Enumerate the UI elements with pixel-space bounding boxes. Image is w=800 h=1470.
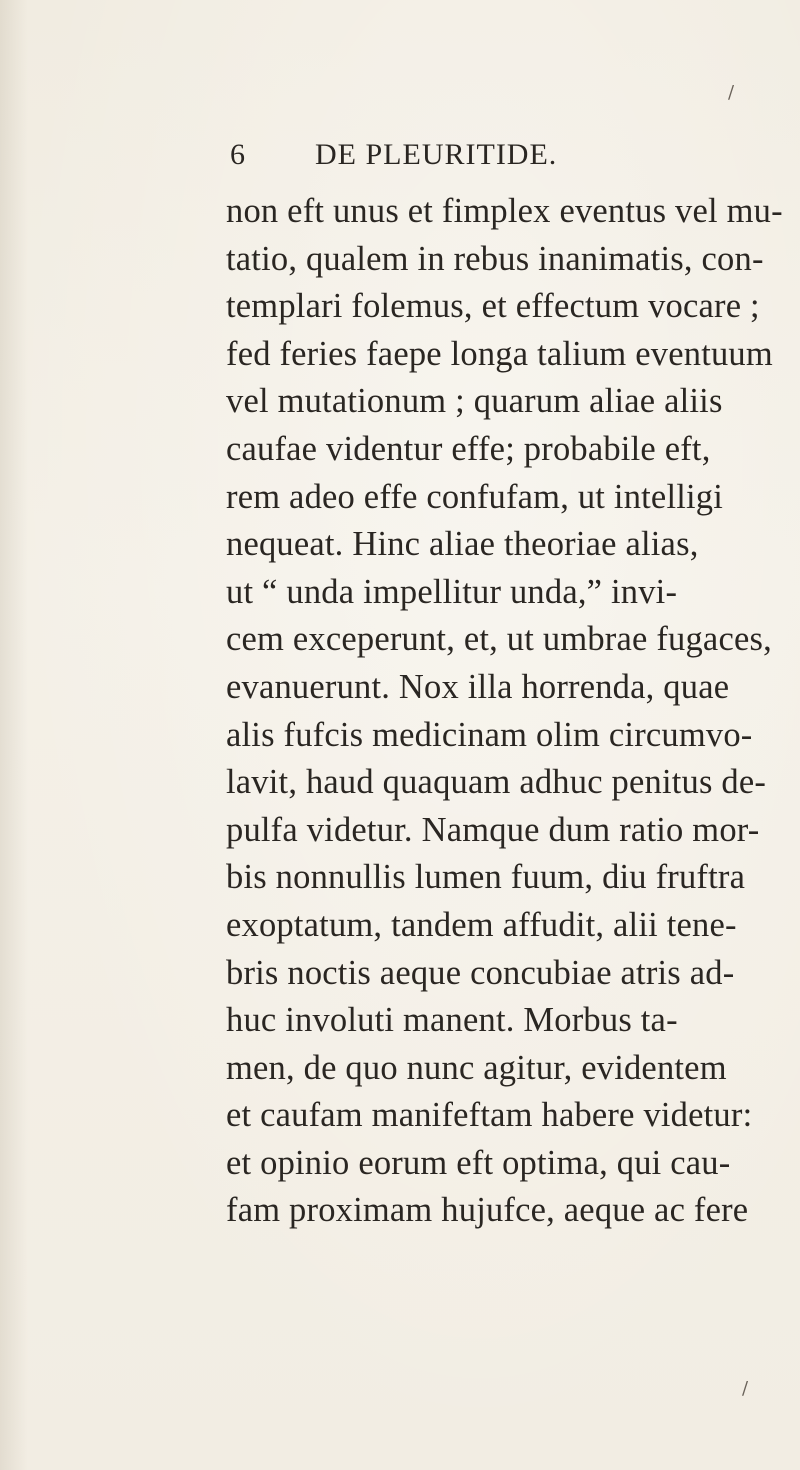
text-line: et opinio eorum eft optima, qui cau- (226, 1143, 731, 1182)
text-line: bis nonnullis lumen fuum, diu fruftra (226, 858, 746, 897)
text-line: vel mutationum ; quarum aliae aliis (226, 382, 723, 421)
text-line: huc involuti manent. Morbus ta- (226, 1001, 678, 1040)
text-line: ut “ unda impellitur unda,” invi- (226, 572, 678, 611)
body-text (226, 188, 796, 1235)
text-line: et caufam manifeftam habere videtur: (226, 1096, 753, 1135)
ink-speck: / (742, 1378, 749, 1399)
ink-speck: / (728, 82, 735, 103)
text-line: nequeat. Hinc aliae theoriae alias, (226, 525, 699, 564)
text-line: evanuerunt. Nox illa horrenda, quae (226, 667, 730, 706)
page-number: 6 (230, 138, 246, 171)
text-line: lavit, haud quaquam adhuc penitus de- (226, 763, 767, 802)
text-line: fam proximam hujufce, aeque ac fere (226, 1191, 749, 1230)
text-line: rem adeo effe confufam, ut intelligi (226, 477, 724, 516)
running-head (0, 138, 800, 178)
text-line: pulfa videtur. Namque dum ratio mor- (226, 810, 760, 849)
text-line: cem exceperunt, et, ut umbrae fugaces, (226, 620, 772, 659)
text-line: exoptatum, tandem affudit, alii tene- (226, 905, 737, 944)
page-gutter-shadow (0, 0, 28, 1470)
text-line: tatio, qualem in rebus inanimatis, con- (226, 239, 764, 278)
text-line: fed feries faepe longa talium eventuum (226, 334, 773, 373)
text-line: caufae videntur effe; probabile eft, (226, 429, 711, 468)
text-line: alis fufcis medicinam olim circumvo- (226, 715, 753, 754)
text-line: bris noctis aeque concubiae atris ad- (226, 953, 735, 992)
text-line: non eft unus et fimplex eventus vel mu- (226, 192, 783, 230)
text-line: men, de quo nunc agitur, evidentem (226, 1048, 727, 1087)
text-line: templari folemus, et effectum vocare ; (226, 287, 760, 326)
running-title: DE PLEURITIDE. (315, 138, 558, 171)
